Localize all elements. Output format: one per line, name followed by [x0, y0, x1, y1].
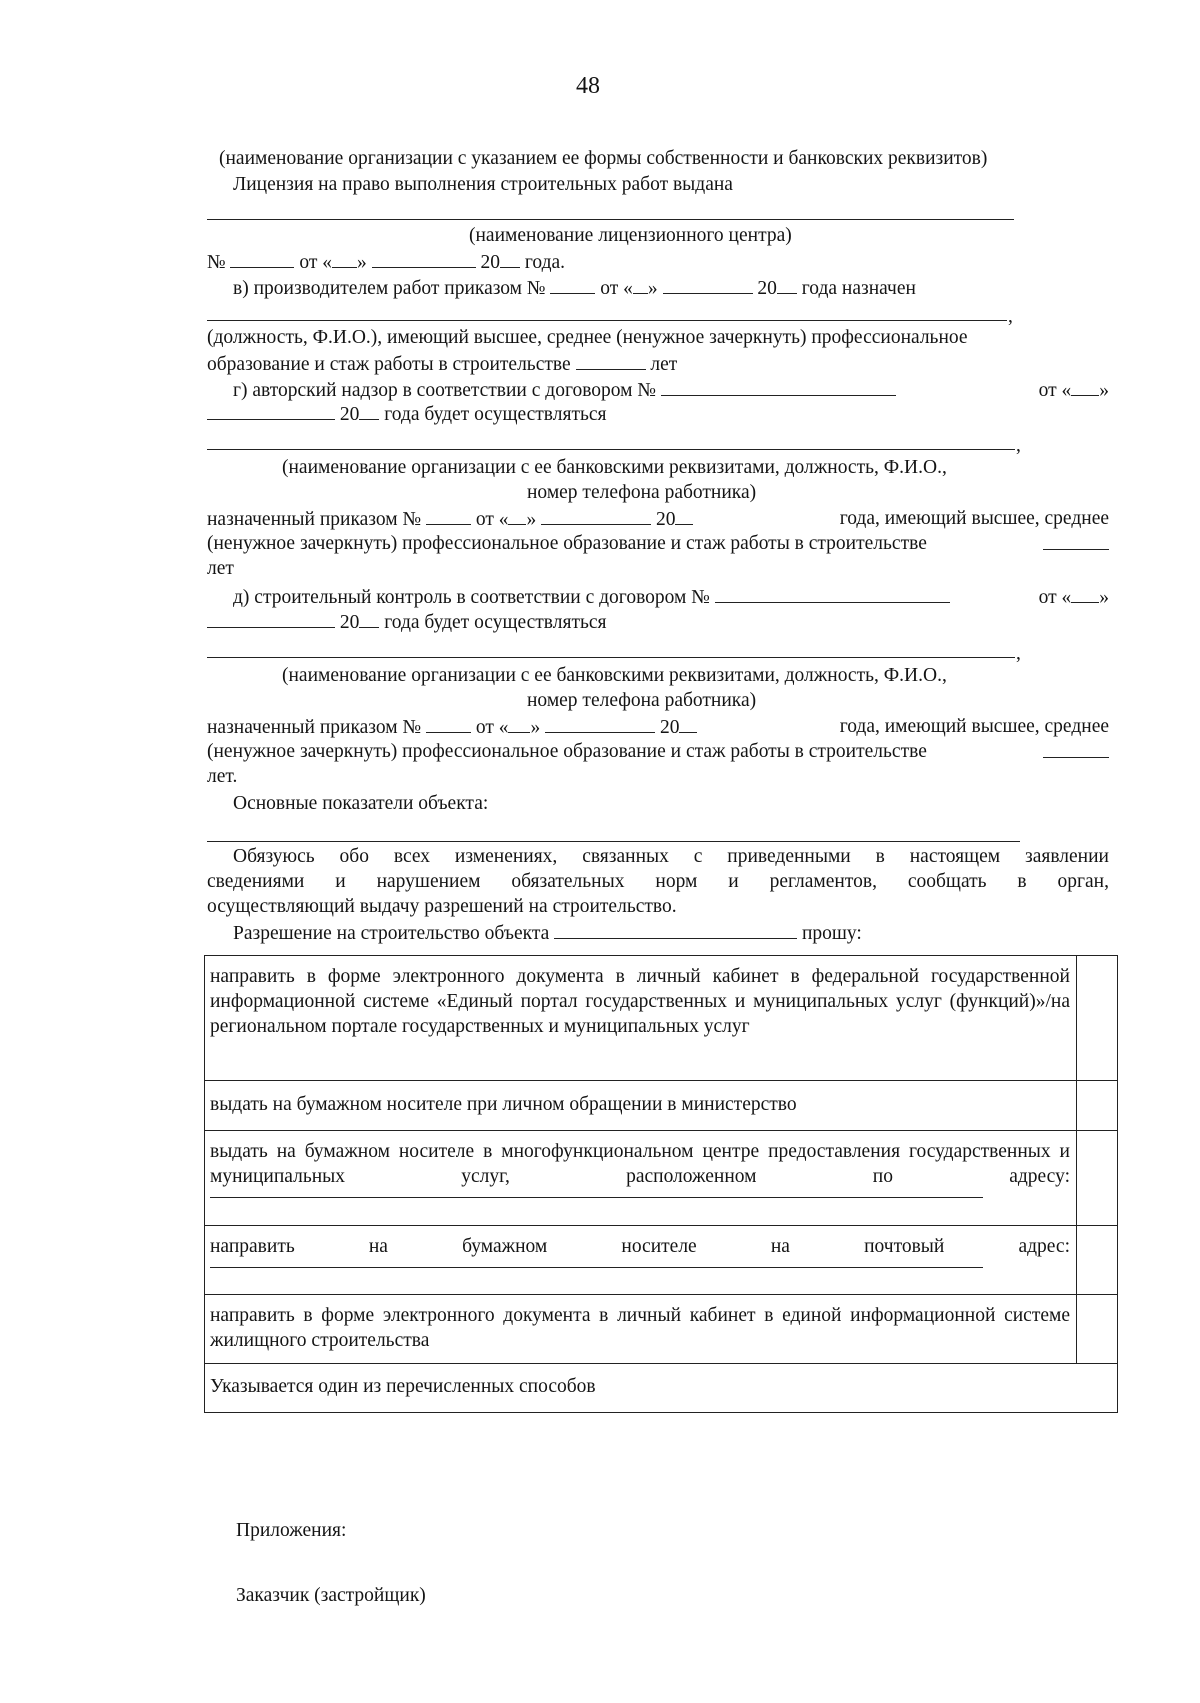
option-text: направить в форме электронного документа в личный кабинет в единой информационной системе жилищного строительства	[205, 1295, 1077, 1364]
year-blank[interactable]	[679, 715, 697, 733]
order-number-blank[interactable]	[550, 276, 595, 294]
year-blank[interactable]	[359, 402, 379, 420]
options-note: Указывается один из перечисленных способов	[205, 1364, 1118, 1413]
comma: ,	[1008, 306, 1013, 327]
blank-line[interactable]	[207, 657, 1015, 658]
contract-number-blank[interactable]	[661, 378, 896, 396]
option-row	[205, 1295, 1118, 1364]
comma: ,	[1016, 643, 1021, 664]
blank-line[interactable]	[207, 320, 1007, 321]
blank-line[interactable]	[207, 219, 1014, 220]
customer-label: Заказчик (застройщик)	[236, 1585, 426, 1606]
control-line: д) строительный контроль в соответствии с договором № от « »	[233, 587, 1109, 608]
org-caption: (наименование организации с указанием ее формы собственности и банковских реквизитов)	[219, 148, 988, 169]
day-blank[interactable]	[332, 250, 357, 268]
option-checkbox[interactable]	[1077, 1226, 1118, 1295]
blank-line[interactable]	[207, 449, 1015, 450]
year-blank[interactable]	[500, 250, 520, 268]
years-blank[interactable]	[576, 352, 646, 370]
month-blank[interactable]	[545, 715, 655, 733]
option-checkbox[interactable]	[1077, 1081, 1118, 1131]
contract-number-blank[interactable]	[715, 585, 950, 603]
author-date: 20 года будет осуществляться	[207, 402, 606, 427]
control-date: 20 года будет осуществляться	[207, 610, 606, 635]
day-blank[interactable]	[1071, 585, 1099, 603]
years-blank[interactable]	[1043, 740, 1109, 758]
year-blank[interactable]	[675, 507, 693, 525]
pledge-line-2: сведениями и нарушением обязательных норм и регламентов, сообщать в орган,	[207, 871, 1109, 892]
delivery-options-table	[204, 955, 1118, 1413]
month-blank[interactable]	[207, 610, 335, 628]
license-number-blank[interactable]	[230, 250, 294, 268]
order-number-blank[interactable]	[426, 715, 471, 733]
address-blank[interactable]	[210, 1197, 983, 1198]
org-caption-3a: (наименование организации с ее банковскими реквизитами, должность, Ф.И.О.,	[282, 665, 947, 686]
appointed-line-1c: лет	[207, 558, 234, 579]
pledge-line-1: Обязуюсь обо всех изменениях, связанных с приведенными в настоящем заявлении	[233, 846, 1109, 867]
comma: ,	[1016, 435, 1021, 456]
day-blank[interactable]	[508, 507, 526, 525]
day-blank[interactable]	[633, 276, 648, 294]
license-number-line: № от « » 20 года.	[207, 252, 566, 273]
month-blank[interactable]	[372, 250, 476, 268]
year-blank[interactable]	[359, 610, 379, 628]
org-caption-2b: номер телефона работника)	[527, 482, 757, 503]
option-text: выдать на бумажном носителе в многофункциональном центре предоставления государственных и муниципальных услуг, расположенном по адресу:	[205, 1131, 1077, 1226]
option-checkbox[interactable]	[1077, 1131, 1118, 1226]
object-blank[interactable]	[554, 921, 797, 939]
years-blank[interactable]	[1043, 532, 1109, 550]
option-note-row	[205, 1364, 1118, 1413]
pledge-line-3: осуществляющий выдачу разрешений на строительство.	[207, 896, 677, 917]
option-row	[205, 1131, 1118, 1226]
month-blank[interactable]	[663, 276, 753, 294]
month-blank[interactable]	[541, 507, 651, 525]
producer-line: в) производителем работ приказом № от « » 20 года назначен	[233, 278, 916, 299]
month-blank[interactable]	[207, 402, 335, 420]
option-row	[205, 956, 1118, 1081]
option-checkbox[interactable]	[1077, 956, 1118, 1081]
producer-experience: образование и стаж работы в строительстве лет	[207, 354, 678, 375]
option-text: направить в форме электронного документа в личный кабинет в федеральной государственной информационной системе «Единый портал государственных и муниципальных услуг (функций)»/на региональном портале государственных и муниципальных услуг	[205, 956, 1077, 1081]
appointed-line-1: назначенный приказом № от « » 20 года, имеющий высшее, среднее	[207, 508, 1109, 530]
permit-line: Разрешение на строительство объекта прошу:	[233, 923, 862, 944]
option-row	[205, 1226, 1118, 1295]
option-text: направить на бумажном носителе на почтовый адрес:	[205, 1226, 1077, 1295]
appointed-line-2: назначенный приказом № от « » 20 года, имеющий высшее, среднее	[207, 716, 1109, 738]
option-text: выдать на бумажном носителе при личном обращении в министерство	[205, 1081, 1077, 1131]
appointed-line-1b: (ненужное зачеркнуть) профессиональное образование и стаж работы в строительстве	[207, 532, 1109, 556]
license-center-caption: (наименование лицензионного центра)	[469, 225, 792, 246]
day-blank[interactable]	[1071, 378, 1099, 396]
appointed-line-2c: лет.	[207, 766, 238, 787]
appointed-line-2b: (ненужное зачеркнуть) профессиональное образование и стаж работы в строительстве	[207, 740, 1109, 764]
option-checkbox[interactable]	[1077, 1295, 1118, 1364]
option-row	[205, 1081, 1118, 1131]
org-caption-2a: (наименование организации с ее банковскими реквизитами, должность, Ф.И.О.,	[282, 457, 947, 478]
blank-line[interactable]	[207, 841, 1020, 842]
author-line: г) авторский надзор в соответствии с договором № от « »	[233, 380, 1109, 401]
license-line: Лицензия на право выполнения строительных работ выдана	[233, 174, 733, 195]
page-number: 48	[576, 73, 600, 99]
day-blank[interactable]	[508, 715, 530, 733]
main-indicators: Основные показатели объекта:	[233, 793, 489, 814]
producer-caption: (должность, Ф.И.О.), имеющий высшее, среднее (ненужное зачеркнуть) профессиональное	[207, 327, 968, 348]
order-number-blank[interactable]	[426, 507, 471, 525]
org-caption-3b: номер телефона работника)	[527, 690, 757, 711]
attachments-label: Приложения:	[236, 1520, 347, 1541]
year-blank[interactable]	[777, 276, 797, 294]
postal-address-blank[interactable]	[210, 1267, 983, 1268]
